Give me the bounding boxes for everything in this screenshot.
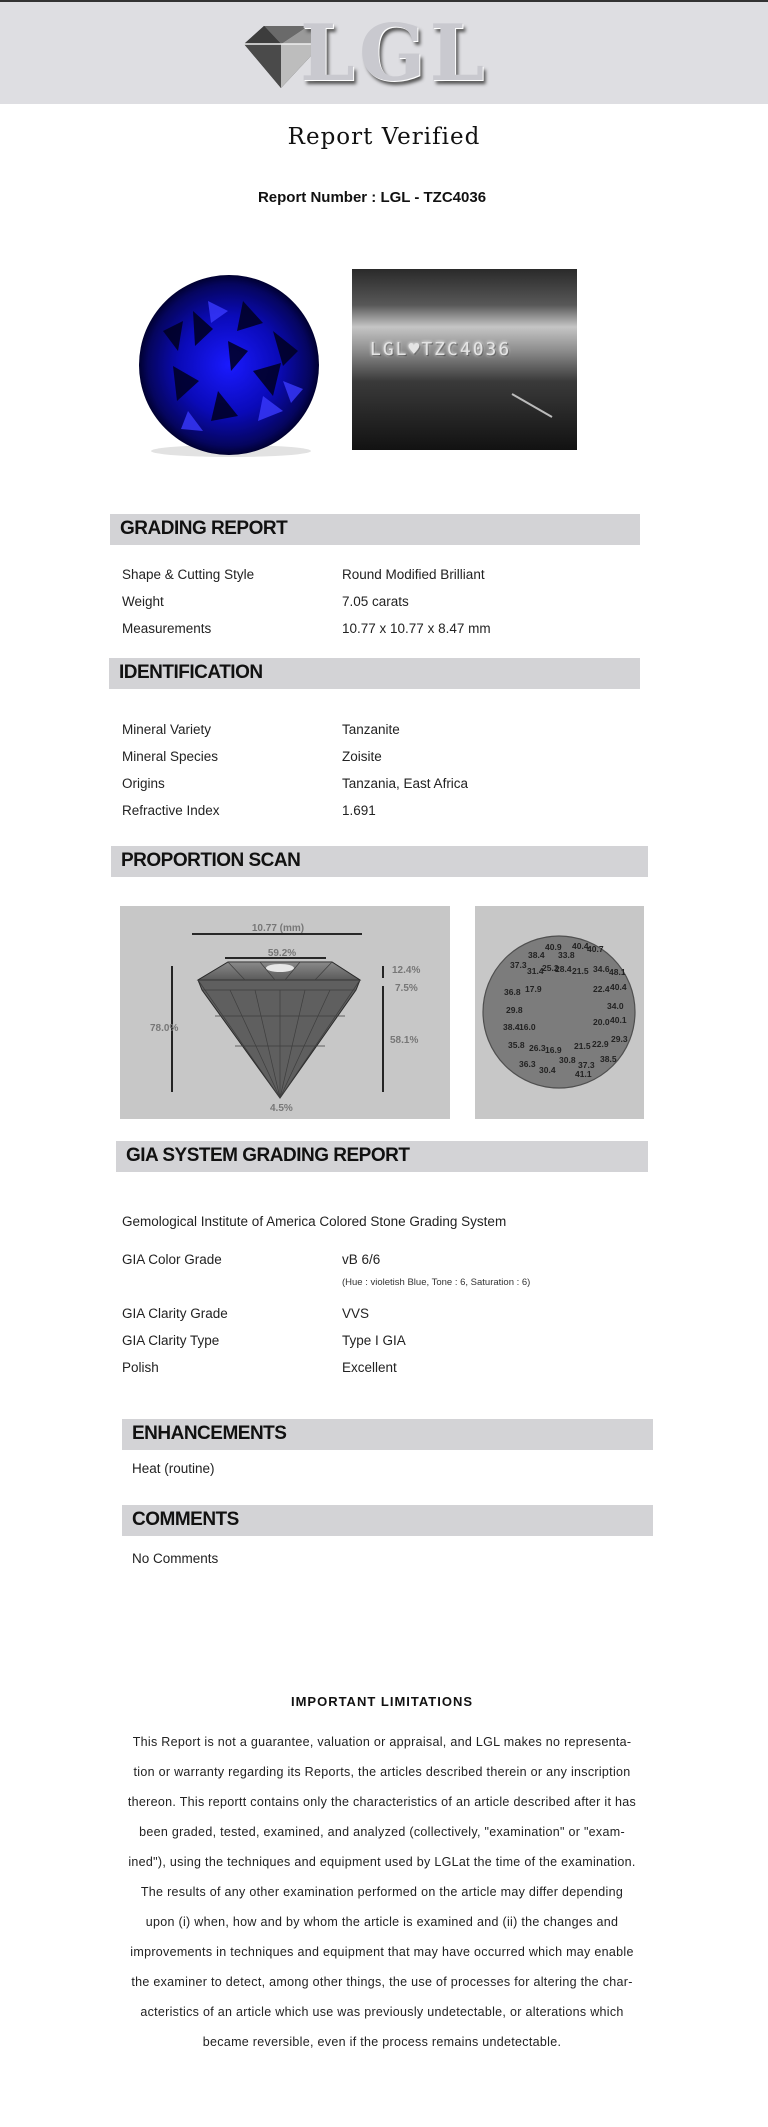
page-title: Report Verified	[287, 124, 481, 150]
comments-text: No Comments	[132, 1551, 219, 1566]
section-title: PROPORTION SCAN	[121, 850, 301, 871]
pavilion-value: 40.1	[610, 1015, 627, 1025]
pavilion-value: 36.8	[504, 987, 521, 997]
pavilion-value: 22.9	[592, 1039, 609, 1049]
refractive-index-value: 1.691	[342, 803, 376, 818]
gia-clarity-type-label: GIA Clarity Type	[122, 1333, 220, 1348]
pavilion-value: 22.4	[593, 984, 610, 994]
mineral-species-label: Mineral Species	[122, 749, 219, 764]
pavilion-value: 34.0	[607, 1001, 624, 1011]
gia-color-label: GIA Color Grade	[122, 1252, 222, 1267]
origins-value: Tanzania, East Africa	[342, 776, 469, 791]
inscription-photo	[352, 269, 577, 450]
weight-value: 7.05 carats	[342, 594, 409, 609]
pavilion-scan	[475, 906, 644, 1119]
section-title: GRADING REPORT	[120, 518, 288, 539]
gia-clarity-grade-value: VVS	[342, 1306, 370, 1321]
limitations-line: thereon. This reportt contains only the characteristics of an article described after it has	[127, 1795, 637, 1809]
gia-clarity-grade-label: GIA Clarity Grade	[122, 1306, 228, 1321]
enhancements-text: Heat (routine)	[132, 1461, 215, 1476]
shape-value: Round Modified Brilliant	[342, 567, 485, 582]
limitations-line: improvements in techniques and equipment that may have occurred which may enable	[130, 1945, 634, 1959]
measurements-value: 10.77 x 10.77 x 8.47 mm	[342, 621, 491, 636]
pavilion-value: 38.4	[503, 1022, 520, 1032]
section-title: ENHANCEMENTS	[132, 1423, 287, 1444]
pavilion-value: 41.1	[575, 1069, 592, 1079]
report-number: Report Number : LGL - TZC4036	[257, 189, 487, 206]
limitations-line: acteristics of an article which use was previously undetectable, or alterations which	[140, 2005, 624, 2019]
shape-label: Shape & Cutting Style	[122, 567, 255, 582]
pavilion-value: 37.3	[510, 960, 527, 970]
proportion-diagram	[120, 906, 450, 1119]
laser-inscription: LGL♥TZC4036	[370, 339, 512, 360]
culet-label: 4.5%	[270, 1103, 293, 1114]
pavilion-value: 40.7	[587, 944, 604, 954]
limitations-line: upon (i) when, how and by whom the article is examined and (ii) the changes and	[145, 1915, 619, 1929]
crown-height-label: 12.4%	[392, 965, 421, 976]
refractive-index-label: Refractive Index	[122, 803, 220, 818]
limitations-line: ined"), using the techniques and equipment used by LGLat the time of the examination.	[128, 1855, 636, 1869]
identification-header	[109, 658, 640, 689]
pavilion-value: 48.1	[609, 967, 626, 977]
mineral-variety-label: Mineral Variety	[122, 722, 212, 737]
limitations-line: This Report is not a guarantee, valuation or appraisal, and LGL makes no representa-	[132, 1735, 632, 1749]
pavilion-value: 30.8	[559, 1055, 576, 1065]
proportion-scan-header	[111, 846, 648, 877]
limitations-line: tion or warranty regarding its Reports, the articles described therein or any inscription	[133, 1765, 631, 1779]
logo-text: LGL	[300, 8, 489, 99]
pavilion-value: 20.0	[593, 1017, 610, 1027]
pavilion-value: 29.8	[506, 1005, 523, 1015]
pavilion-value: 21.5	[572, 966, 589, 976]
pavilion-value: 40.9	[545, 942, 562, 952]
crown-angle-label: 7.5%	[395, 983, 418, 994]
limitations-line: the examiner to detect, among other things, the use of processes for altering the char-	[131, 1975, 633, 1989]
pavilion-value: 28.4	[555, 964, 572, 974]
section-title: COMMENTS	[132, 1509, 239, 1530]
pavilion-value: 16.9	[545, 1045, 562, 1055]
pavilion-value: 38.5	[600, 1054, 617, 1064]
gia-clarity-type-value: Type I GIA	[342, 1333, 406, 1348]
mineral-variety-value: Tanzanite	[342, 722, 400, 737]
pavilion-value: 40.4	[572, 941, 589, 951]
section-title: IDENTIFICATION	[119, 662, 263, 683]
origins-label: Origins	[122, 776, 165, 791]
polish-value: Excellent	[342, 1360, 397, 1375]
pavilion-value: 17.9	[525, 984, 542, 994]
header-banner	[0, 2, 768, 104]
comments-header	[122, 1505, 653, 1536]
pavilion-value: 25.2	[542, 963, 559, 973]
pavilion-value: 38.4	[528, 950, 545, 960]
grading-report-header	[110, 514, 640, 545]
pavilion-value: 37.3	[578, 1060, 595, 1070]
diameter-label: 10.77 (mm)	[251, 923, 305, 934]
gia-subtitle: Gemological Institute of America Colored Stone Grading System	[122, 1214, 507, 1229]
gia-header	[116, 1141, 648, 1172]
limitations-line: became reversible, even if the process remains undetectable.	[202, 2035, 562, 2049]
enhancements-header	[122, 1419, 653, 1450]
section-title: GIA SYSTEM GRADING REPORT	[126, 1145, 410, 1166]
polish-label: Polish	[122, 1360, 159, 1375]
gia-color-value: vB 6/6	[342, 1252, 381, 1267]
limitations-line: been graded, tested, examined, and analyzed (collectively, "examination" or "exam-	[139, 1825, 625, 1839]
gem-photo	[133, 271, 326, 459]
pavilion-value: 26.3	[529, 1043, 546, 1053]
pavilion-value: 40.4	[610, 982, 627, 992]
measurements-label: Measurements	[122, 621, 212, 636]
total-depth-label: 78.0%	[150, 1023, 179, 1034]
limitations-title: IMPORTANT LIMITATIONS	[290, 1694, 474, 1709]
pavilion-value: 33.8	[558, 950, 575, 960]
pavilion-depth-label: 58.1%	[390, 1035, 419, 1046]
pavilion-value: 30.4	[539, 1065, 556, 1075]
pavilion-value: 31.4	[527, 966, 544, 976]
pavilion-value: 21.5	[574, 1041, 591, 1051]
pavilion-value: 35.8	[508, 1040, 525, 1050]
gia-color-note: (Hue : violetish Blue, Tone : 6, Saturation : 6)	[342, 1277, 531, 1288]
weight-label: Weight	[122, 594, 164, 609]
mineral-species-value: Zoisite	[342, 749, 382, 764]
limitations-line: The results of any other examination performed on the article may differ depending	[140, 1885, 624, 1899]
lgl-logo[interactable]	[230, 8, 490, 99]
pavilion-value: 36.3	[519, 1059, 536, 1069]
pavilion-value: 34.6	[593, 964, 610, 974]
pavilion-value: 16.0	[519, 1022, 536, 1032]
table-percent-label: 59.2%	[267, 948, 297, 959]
pavilion-value: 29.3	[611, 1034, 628, 1044]
